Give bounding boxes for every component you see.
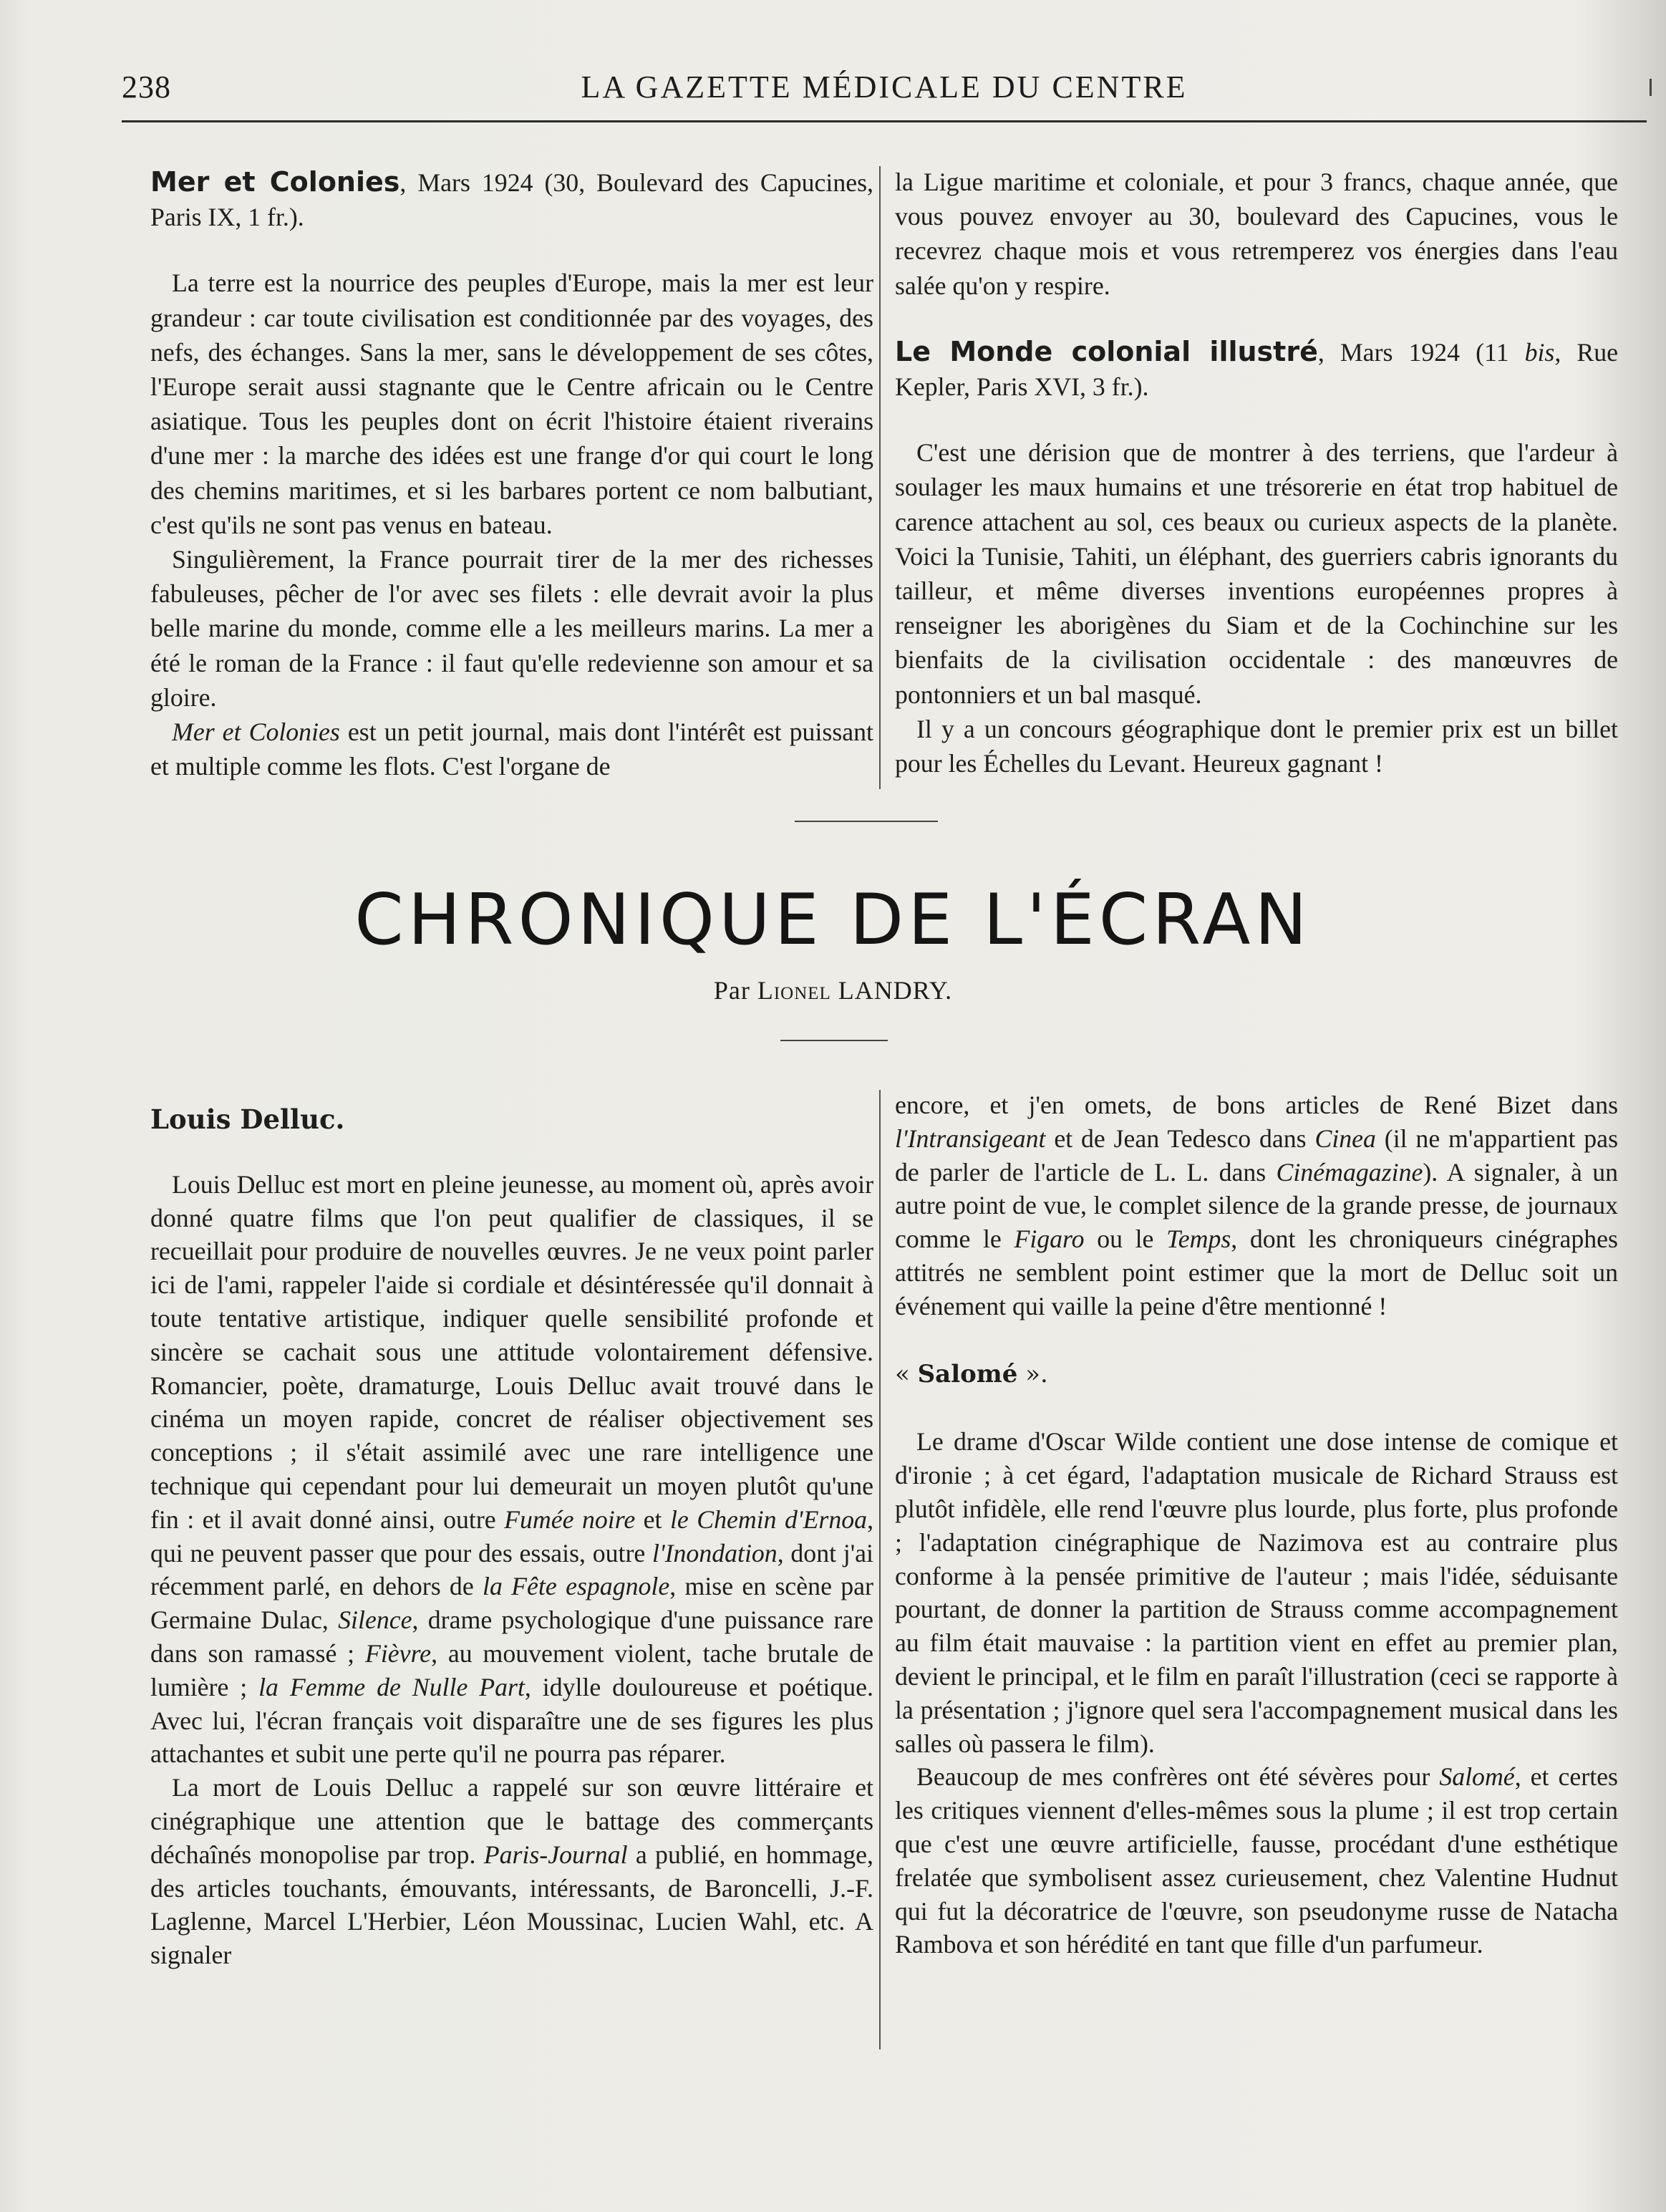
column-divider <box>879 1090 881 2049</box>
review-column-right <box>895 165 1618 781</box>
review-meta: , Mars 1924 (11 <box>1317 337 1525 367</box>
review-monde-colonial-heading <box>895 334 1618 404</box>
column-divider <box>879 166 881 789</box>
byline-separator <box>780 1040 888 1041</box>
review-column-left <box>150 165 873 783</box>
paragraph-text: est un petit journal, mais dont l'intérêt est puissant et multiple comme les flots. C'est l'organe de <box>150 718 873 781</box>
paragraph: Beaucoup de mes confrères ont été sévères pour Salomé, et certes les critiques viennent d'elles-mêmes sous la plume ; il est trop certain que c'est une œuvre artificielle, fausse, procédant d'une esthétique frelatée que symbolisent assez curieusement, chez Valentine Hudnut qui fut la décoratrice de l'œuvre, son pseudonyme russe de Natacha Rambova et son hérédité en tant que fille d'un parfumeur. <box>895 1762 1618 1959</box>
page-edge-mark <box>1650 79 1660 96</box>
author-first-name: Lionel <box>757 976 831 1005</box>
subsection-heading: Louis Delluc. <box>150 1103 345 1135</box>
paragraph: La terre est la nourrice des peuples d'Europe, mais la mer est leur grandeur : car toute civilisation est conditionnée par des voyages, des nefs, des échanges. Sans la mer, sans le développement de ses côtes, l'Europe serait aussi stagnante que le Centre africain ou le Centre asiatique. Tous les peuples dont on écrit l'histoire étaient riverains d'une mer : la marche des idées est une frange d'or qui court le long des chemins maritimes, et si les barbares portent ce nom balbutiant, c'est qu'ils ne sont pas venus en bateau. <box>150 269 873 539</box>
subsection-heading: « Salomé ». <box>895 1359 1048 1388</box>
header-rule <box>122 120 1647 122</box>
paragraph: La mort de Louis Delluc a rappelé sur son œuvre littéraire et cinégraphique une attention que le battage des commerçants déchaînés monopolise par trop. Paris-Journal a publié, en hommage, des articles touchants, émouvants, intéressants, de Baroncelli, J.-F. Laglenne, Marcel L'Herbier, Léon Moussinac, Lucien Wahl, etc. A signaler <box>150 1773 873 1970</box>
paragraph: Louis Delluc est mort en pleine jeunesse, au moment où, après avoir donné quatre films que l'on peut qualifier de classiques, il se recueillait pour produire de nouvelles œuvres. Je ne veux point parler ici de l'ami, rappeler l'aide si cordiale et désintéressée qu'il donnait à toute tentative artistique, indiquer quelle sensibilité profonde et sincère se cachait sous une attitude volontairement défensive. Romancier, poète, dramaturge, Louis Delluc avait trouvé dans le cinéma un moyen rapide, concret de réaliser objectivement ses conceptions ; il s'était assimilé avec une rare intelligence une technique qui cependant pour lui demeurait un moyen plutôt qu'une fin : et il avait donné ainsi, outre Fumée noire et le Chemin d'Ernoa, qui ne peuvent passer que pour des essais, outre l'Inondation, dont j'ai récemment parlé, en dehors de la Fête espagnole, mise en scène par Germaine Dulac, Silence, drame psychologique d'une puissance rare dans son ramassé ; Fièvre, au mouvement violent, tache brutale de lumière ; la Femme de Nulle Part, idylle douloureuse et poétique. Avec lui, l'écran français voit disparaître une de ses figures les plus attachantes et subit une perte qu'il ne pourra pas réparer. <box>150 1169 874 1769</box>
journal-name: Mer et Colonies <box>172 718 340 747</box>
review-title: Mer et Colonies <box>150 166 400 198</box>
review-meta: , Mars 1924 (30, Boulevard des Capucines, Paris IX, 1 fr.). <box>150 168 873 232</box>
byline-prefix: Par <box>713 976 757 1005</box>
review-mer-colonies-heading <box>150 165 873 234</box>
running-header <box>122 69 1647 112</box>
journal-title: LA GAZETTE MÉDICALE DU CENTRE <box>581 69 1188 105</box>
section-title: CHRONIQUE DE L'ÉCRAN <box>354 879 1312 961</box>
review-meta: , Rue Kepler, Paris XVI, 3 fr.). <box>895 337 1619 402</box>
paragraph: Il y a un concours géographique dont le premier prix est un billet pour les Échelles du Levant. Heureux gagnant ! <box>895 714 1618 778</box>
paragraph <box>150 715 873 783</box>
paragraph: C'est une dérision que de montrer à des terriens, que l'ardeur à soulager les maux humains et une trésorerie en état trop habituel de carence attachent au sol, ces beaux ou curieux aspects de la planète. Voici la Tunisie, Tahiti, un éléphant, des guerriers cabris ignorants du tailleur, et même diverses inventions européennes propres à renseigner les aborigènes du Siam et de la Cochinchine sur les bienfaits de la civilisation occidentale : des manœuvres de pontonniers et un bal masqué. <box>895 438 1618 709</box>
page-number: 238 <box>122 69 171 105</box>
paragraph: Le drame d'Oscar Wilde contient une dose intense de comique et d'ironie ; à cet égard, l'adaptation musicale de Richard Strauss est plutôt infidèle, elle rend l'œuvre plus lourde, plus forte, plus profonde ; l'adaptation cinégraphique de Nazimova est au contraire plus conforme à la pensée primitive de l'auteur ; mais l'idée, séduisante pourtant, de donner la partition de Strauss comme accompagnement au film était mauvaise : la partition vient en effet au premier plan, devient le principal, et le film en paraît l'illustration (ceci se rapporte à la présentation ; j'ignore quel sera l'accompagnement musical dans les salles où passera le film). <box>895 1427 1618 1758</box>
article-column-right <box>895 1088 1618 1961</box>
author-last-name: LANDRY. <box>830 976 953 1005</box>
review-meta-italic: bis <box>1524 337 1555 367</box>
byline <box>0 975 1666 1005</box>
article-column-left <box>150 1088 873 1972</box>
paragraph: Singulièrement, la France pourrait tirer de la mer des richesses fabuleuses, pêcher de l'or avec ses filets : elle devrait avoir la plus belle marine du monde, comme elle a les meilleurs marins. La mer a été le roman de la France : il faut qu'elle redevienne son amour et sa gloire. <box>150 545 873 712</box>
review-title: Le Monde colonial illustré <box>895 335 1318 367</box>
paragraph: encore, et j'en omets, de bons articles de René Bizet dans l'Intransigeant et de Jean Tedesco dans Cinea (il ne m'appartient pas de parler de l'article de L. L. dans Cinémagazine). A signaler, à un autre point de vue, le complet silence de la grande presse, de journaux comme le Figaro ou le Temps, dont les chroniqueurs cinégraphes attitrés ne semblent point estimer que la mort de Delluc soit un événement qui vaille la peine d'être mentionné ! <box>895 1091 1618 1320</box>
section-separator <box>795 821 938 822</box>
paragraph: la Ligue maritime et coloniale, et pour 3 francs, chaque année, que vous pouvez envoyer au 30, boulevard des Capucines, vous le recevrez chaque mois et vous retremperez vos énergies dans l'eau salée qu'on y respire. <box>895 168 1618 300</box>
